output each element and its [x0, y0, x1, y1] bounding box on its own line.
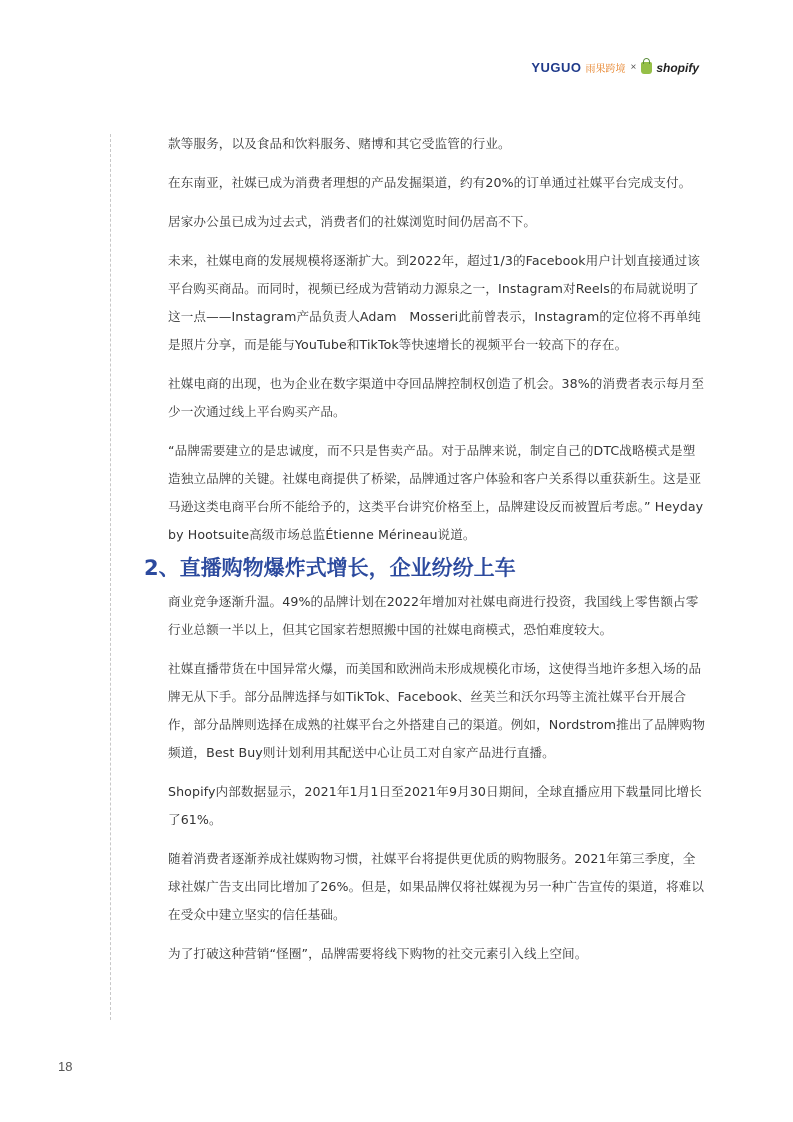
yuguo-logo-text: YUGUO: [531, 60, 582, 75]
body-section-2: [168, 588, 708, 979]
left-dashed-divider: [110, 134, 111, 1020]
body-section-1: [168, 130, 708, 560]
paragraph: Shopify内部数据显示，2021年1月1日至2021年9月30日期间，全球直播应用下载量同比增长了61%。: [168, 784, 702, 827]
paragraph: 未来，社媒电商的发展规模将逐渐扩大。到2022年，超过1/3的Facebook用户计划直接通过该平台购买商品。而同时，视频已经成为营销动力源泉之一，Instagram对Reels的布局就说明了这一点——Instagram产品负责人Adam Mosseri此前曾表示，Instagram的定位将不再单纯是照片分享，而是能与YouTube和TikTok等快速增长的视频平台一较高下的存在。: [168, 253, 701, 352]
page-number: 18: [58, 1059, 73, 1074]
logo-separator: ×: [630, 62, 637, 73]
paragraph: 社媒电商的出现，也为企业在数字渠道中夺回品牌控制权创造了机会。38%的消费者表示每月至少一次通过线上平台购买产品。: [168, 376, 705, 419]
paragraph: 社媒直播带货在中国异常火爆，而美国和欧洲尚未形成规模化市场，这使得当地许多想入场的品牌无从下手。部分品牌选择与如TikTok、Facebook、丝芙兰和沃尔玛等主流社媒平台开展合作，部分品牌则选择在成熟的社媒平台之外搭建自己的渠道。例如，Nordstrom推出了品牌购物频道，Best Buy则计划利用其配送中心让员工对自家产品进行直播。: [168, 661, 706, 760]
header-logo: [531, 60, 699, 75]
paragraph: 为了打破这种营销“怪圈”，品牌需要将线下购物的社交元素引入线上空间。: [168, 946, 588, 961]
section-heading: 2、直播购物爆炸式增长，企业纷纷上车: [144, 556, 516, 580]
paragraph: 在东南亚，社媒已成为消费者理想的产品发掘渠道，约有20%的订单通过社媒平台完成支付。: [168, 175, 692, 190]
paragraph: 商业竞争逐渐升温。49%的品牌计划在2022年增加对社媒电商进行投资，我国线上零售额占零行业总额一半以上，但其它国家若想照搬中国的社媒电商模式，恐怕难度较大。: [168, 594, 699, 637]
paragraph: 随着消费者逐渐养成社媒购物习惯，社媒平台将提供更优质的购物服务。2021年第三季度，全球社媒广告支出同比增加了26%。但是，如果品牌仅将社媒视为另一种广告宣传的渠道，将难以在受众中建立坚实的信任基础。: [168, 851, 705, 922]
paragraph: 居家办公虽已成为过去式，消费者们的社媒浏览时间仍居高不下。: [168, 214, 537, 229]
yuguo-logo-cn: 雨果跨境: [585, 64, 626, 75]
paragraph: “品牌需要建立的是忠诚度，而不只是售卖产品。对于品牌来说，制定自己的DTC战略模式是塑造独立品牌的关键。社媒电商提供了桥梁，品牌通过客户体验和客户关系得以重获新生。这是亚马逊这类电商平台所不能给予的，这类平台讲究价格至上，品牌建设反而被置后考虑。” Heyday by Hootsuite高级市场总监Étienne Mérineau说道。: [168, 443, 704, 542]
paragraph: 款等服务，以及食品和饮料服务、赌博和其它受监管的行业。: [168, 136, 511, 151]
shopify-logo-text: shopify: [656, 60, 699, 75]
shopify-bag-icon: [641, 62, 652, 74]
